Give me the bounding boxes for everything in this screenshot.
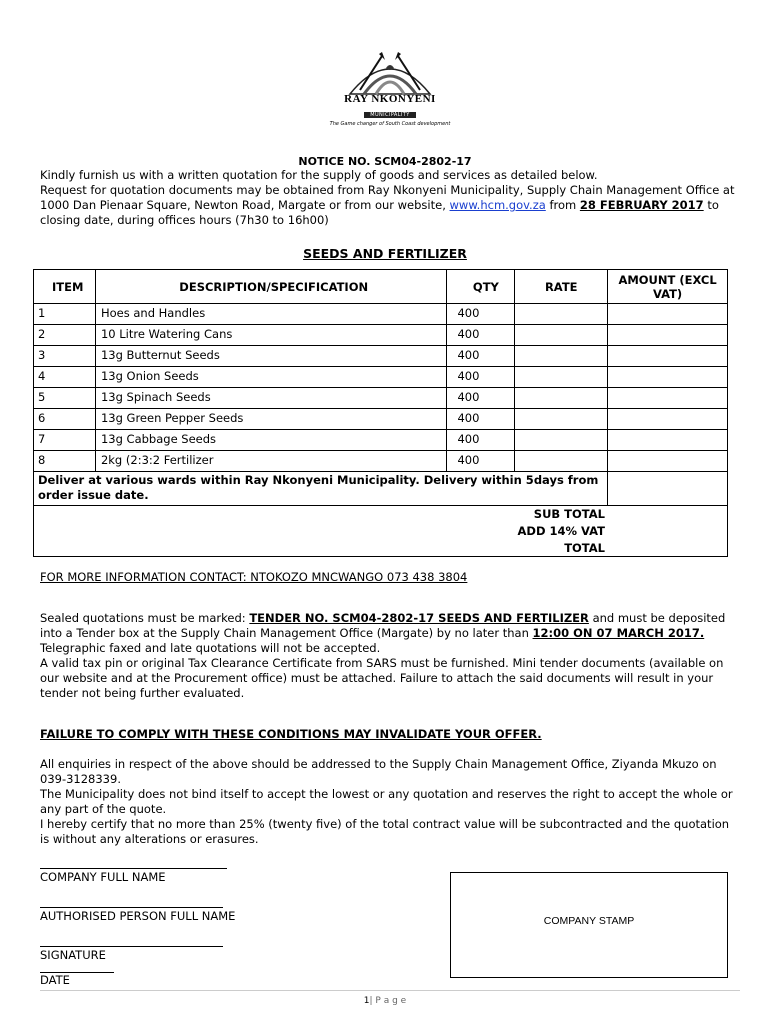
authorised-person-label: AUTHORISED PERSON FULL NAME: [40, 909, 236, 923]
logo-tagline: The Game changer of South Coast development: [329, 121, 451, 127]
page-word: | P a g e: [369, 996, 407, 1006]
intro-line-1: Kindly furnish us with a written quotation for the supply of goods and services as detailed below.: [40, 168, 598, 182]
table-header-row: [34, 270, 728, 304]
total-label: TOTAL: [34, 540, 728, 557]
items-table: [33, 269, 728, 557]
tender-number: TENDER NO. SCM04-2802-17 SEEDS AND FERTILIZER: [249, 611, 589, 625]
notice-number: NOTICE NO. SCM04-2802-17: [298, 155, 472, 168]
enquiries-paragraph: All enquiries in respect of the above should be addressed to the Supply Chain Management Office, Ziyanda Mkuzo on 039-3128339. The Municipality does not bind itself to accept the lowest or any quotation and reserves the right to accept the whole or any part of the quote. I hereby certify that no more than 25% (twenty five) of the total contract value will be subcontracted and the quotation is without any alterations or erasures.: [40, 757, 733, 846]
page-footer: [0, 996, 770, 1006]
amount-cell[interactable]: [608, 367, 728, 388]
company-name-label: COMPANY FULL NAME: [40, 870, 166, 884]
rate-cell[interactable]: [515, 430, 608, 451]
table-row: 5 13g Spinach Seeds 400: [34, 388, 728, 409]
company-name-line[interactable]: [40, 868, 227, 869]
rate-cell[interactable]: [515, 367, 608, 388]
logo-name: RAY NKONYENI: [344, 93, 436, 105]
header-description: DESCRIPTION/SPECIFICATION: [95, 270, 447, 304]
intro-paragraph: [40, 168, 740, 228]
rate-cell[interactable]: [515, 346, 608, 367]
page-number: 1: [363, 996, 370, 1006]
delivery-row: [34, 472, 728, 506]
amount-cell[interactable]: [608, 325, 728, 346]
total-row: [34, 540, 728, 557]
signature-label: SIGNATURE: [40, 948, 106, 962]
intro-line-2: Request for quotation documents may be obtained from Ray Nkonyeni Municipality, Supply Chain Management Office at 1000 Dan Pienaar Square, Newton Road, Margate or from our website, www.hcm.gov.za from 28 FEBRUARY 2017 to closing date, during offices hours (7h30 to 16h00): [40, 183, 735, 227]
rate-cell[interactable]: [515, 388, 608, 409]
amount-cell[interactable]: [608, 430, 728, 451]
table-row: 4 13g Onion Seeds 400: [34, 367, 728, 388]
vat-row: [34, 523, 728, 540]
table-row: 1 Hoes and Handles 400: [34, 304, 728, 325]
footer-divider: [40, 990, 740, 991]
rate-cell[interactable]: [515, 451, 608, 472]
tax-clearance-note: A valid tax pin or original Tax Clearance Certificate from SARS must be furnished. Mini tender documents (available on our website and at the Procurement office) must be attached. Failure to attach the said documents will result in your tender not being further evaluated.: [40, 656, 724, 700]
website-link[interactable]: www.hcm.gov.za: [449, 198, 546, 212]
delivery-note: Deliver at various wards within Ray Nkonyeni Municipality. Delivery within 5days from order issue date.: [34, 472, 608, 506]
deadline: 12:00 ON 07 MARCH 2017.: [532, 626, 705, 640]
municipality-logo: [300, 50, 480, 132]
date-label: DATE: [40, 973, 70, 987]
amount-cell[interactable]: [608, 304, 728, 325]
amount-cell[interactable]: [608, 451, 728, 472]
date-from: 28 FEBRUARY 2017: [579, 198, 704, 212]
failure-warning: FAILURE TO COMPLY WITH THESE CONDITIONS MAY INVALIDATE YOUR OFFER.: [40, 727, 542, 741]
header-amount: AMOUNT (EXCL VAT): [608, 270, 728, 304]
shield-crest-icon: [330, 50, 450, 96]
rate-cell[interactable]: [515, 304, 608, 325]
header-rate: RATE: [515, 270, 608, 304]
table-row: 2 10 Litre Watering Cans 400: [34, 325, 728, 346]
contact-line: FOR MORE INFORMATION CONTACT: NTOKOZO MNCWANGO 073 438 3804: [40, 570, 468, 584]
table-row: 3 13g Butternut Seeds 400: [34, 346, 728, 367]
sub-total-label: SUB TOTAL: [34, 506, 728, 523]
amount-cell[interactable]: [608, 346, 728, 367]
amount-cell[interactable]: [608, 409, 728, 430]
subtotal-row: [34, 506, 728, 523]
signature-line[interactable]: [40, 946, 223, 947]
rate-cell[interactable]: [515, 409, 608, 430]
header-item: ITEM: [34, 270, 96, 304]
header-qty: QTY: [447, 270, 515, 304]
amount-cell[interactable]: [608, 388, 728, 409]
logo-municipality: MUNICIPALITY: [364, 112, 415, 118]
table-row: 7 13g Cabbage Seeds 400: [34, 430, 728, 451]
company-stamp-box: [450, 872, 728, 978]
rate-cell[interactable]: [515, 325, 608, 346]
authorised-person-line[interactable]: [40, 907, 223, 908]
sealed-quotations-paragraph: Sealed quotations must be marked: TENDER NO. SCM04-2802-17 SEEDS AND FERTILIZER and must be deposited into a Tender box at the Supply Chain Management Office (Margate) by no later than 12:00 ON 07 MARCH 2017. Telegraphic faxed and late quotations will not be accepted. A valid tax pin or original Tax Clearance Certificate from SARS must be furnished. Mini tender documents (available on our website and at the Procurement office) must be attached. Failure to attach the said documents will result in your tender not being further evaluated.: [40, 611, 740, 701]
table-row: 6 13g Green Pepper Seeds 400: [34, 409, 728, 430]
table-title: SEEDS AND FERTILIZER: [303, 246, 467, 261]
table-row: 8 2kg (2:3:2 Fertilizer 400: [34, 451, 728, 472]
vat-label: ADD 14% VAT: [34, 523, 728, 540]
company-stamp-label: COMPANY STAMP: [543, 915, 635, 927]
